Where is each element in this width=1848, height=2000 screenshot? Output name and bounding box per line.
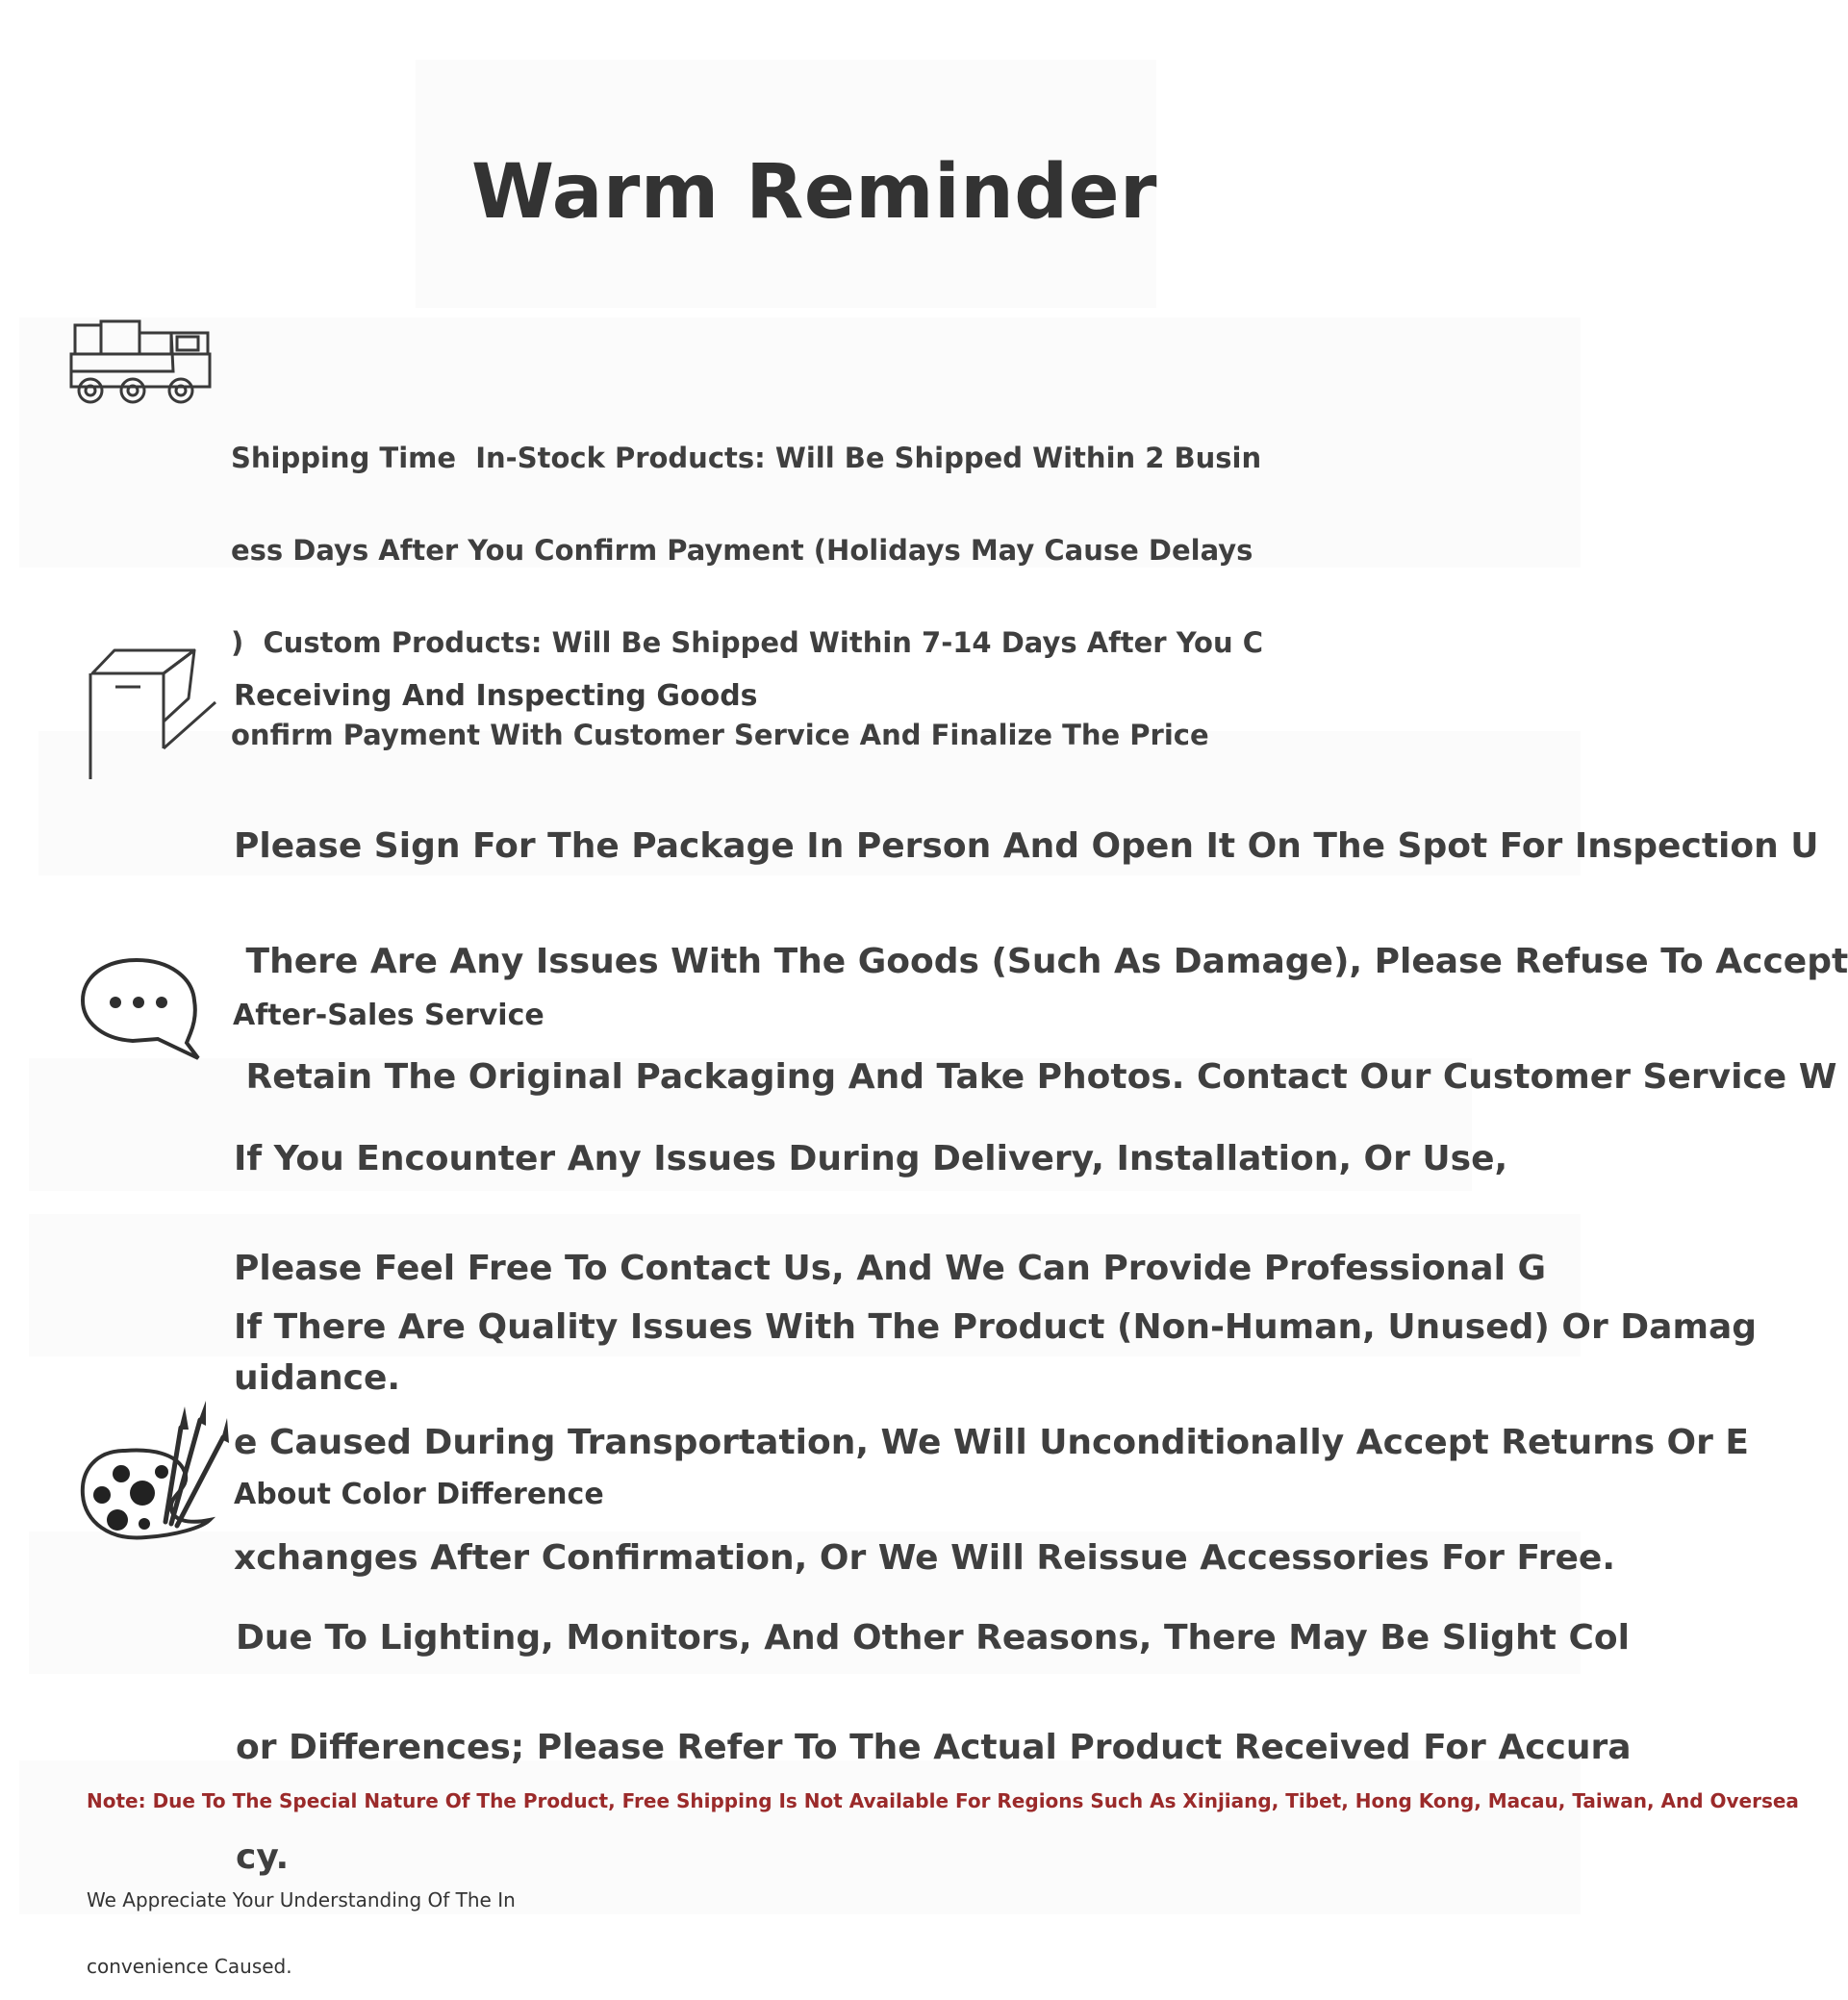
color-line: Due To Lighting, Monitors, And Other Reasons, There May Be Slight Col bbox=[236, 1618, 1630, 1658]
shipping-line: Shipping Time In-Stock Products: Will Be Shipped Within 2 Busin bbox=[231, 442, 1262, 474]
after-sales-line: If There Are Quality Issues With The Product (Non-Human, Unused) Or Damag bbox=[234, 1307, 1758, 1347]
after-sales-heading: After-Sales Service bbox=[233, 999, 544, 1032]
after-sales-line: Please Feel Free To Contact Us, And We Can Provide Professional G bbox=[234, 1249, 1546, 1288]
truck-icon bbox=[67, 319, 212, 408]
receiving-line: Retain The Original Packaging And Take Photos. Contact Our Customer Service W bbox=[234, 1057, 1837, 1097]
after-sales-line: If You Encounter Any Issues During Delivery, Installation, Or Use, bbox=[234, 1139, 1508, 1178]
shipping-time-text bbox=[231, 381, 1263, 781]
after-sales-line: e Caused During Transportation, We Will Unconditionally Accept Returns Or E bbox=[234, 1423, 1750, 1462]
shipping-line: onfirm Payment With Customer Service And Finalize The Price bbox=[231, 719, 1209, 751]
chat-bubble-icon bbox=[79, 954, 204, 1062]
receiving-line: There Are Any Issues With The Goods (Such As Damage), Please Refuse To Accept bbox=[234, 942, 1848, 981]
shipping-line: ess Days After You Confirm Payment (Holidays May Cause Delays bbox=[231, 534, 1253, 567]
after-sales-line: xchanges After Confirmation, Or We Will Reissue Accessories For Free. bbox=[234, 1538, 1615, 1578]
shipping-line: ) Custom Products: Will Be Shipped Within 7-14 Days After You C bbox=[231, 626, 1263, 659]
color-difference-heading: About Color Difference bbox=[234, 1478, 604, 1511]
page-title: Warm Reminder bbox=[471, 149, 1157, 236]
appreciation-line: We Appreciate Your Understanding Of The In bbox=[87, 1888, 516, 1911]
receiving-line: Please Sign For The Package In Person And Open It On The Spot For Inspection U bbox=[234, 826, 1819, 866]
after-sales-line: uidance. bbox=[234, 1358, 401, 1398]
appreciation-text bbox=[87, 1845, 516, 2000]
color-line: or Differences; Please Refer To The Actual Product Received For Accura bbox=[236, 1728, 1632, 1767]
receiving-heading: Receiving And Inspecting Goods bbox=[234, 679, 758, 713]
appreciation-line: convenience Caused. bbox=[87, 1955, 292, 1978]
paint-palette-icon bbox=[77, 1401, 231, 1545]
shipping-note: Note: Due To The Special Nature Of The Product, Free Shipping Is Not Available For Regions Such As Xinjiang, Tibet, Hong Kong, Macau, Taiwan, And Oversea bbox=[87, 1789, 1799, 1812]
color-line: cy. bbox=[236, 1837, 290, 1877]
open-box-icon bbox=[81, 645, 221, 785]
